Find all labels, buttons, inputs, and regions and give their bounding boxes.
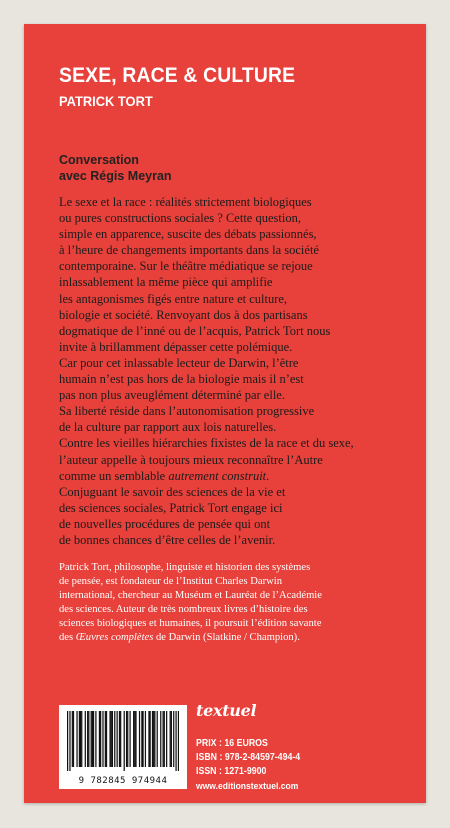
blurb-line: l’auteur appelle à toujours mieux reconnaître l’Autre <box>59 452 323 467</box>
price-isbn-block <box>196 737 300 779</box>
barcode-bar <box>91 711 92 767</box>
book-author: PATRICK TORT <box>59 93 153 109</box>
bio-text: des <box>59 631 76 643</box>
barcode-bar <box>178 711 179 771</box>
blurb-line: de la culture par rapport aux lois naturelles. <box>59 420 277 435</box>
barcode-bar <box>114 711 115 767</box>
barcode-bar <box>117 711 118 767</box>
book-title: SEXE, RACE & CULTURE <box>59 64 296 87</box>
barcode-bar <box>112 711 113 767</box>
barcode-bar <box>120 711 121 767</box>
bio-line: international, chercheur au Muséum et Lauréat de l’Académie <box>59 589 322 601</box>
blurb-emphasis: autrement construit <box>168 468 267 483</box>
barcode-bar <box>141 711 142 767</box>
issn: ISSN : 1271-9900 <box>196 766 267 777</box>
blurb-line: des sciences sociales, Patrick Tort engage ici <box>59 500 283 515</box>
subtitle-line: Conversation <box>59 153 139 167</box>
barcode-bar <box>76 711 77 767</box>
barcode-bar <box>87 711 88 767</box>
barcode-bar <box>67 711 68 771</box>
back-cover <box>24 24 426 803</box>
barcode-bar <box>106 711 107 767</box>
barcode-bar <box>133 711 134 767</box>
barcode-bar <box>164 711 165 767</box>
blurb-line: à l’heure de changements importants dans la société <box>59 243 319 258</box>
subtitle-line: avec Régis Meyran <box>59 169 172 183</box>
blurb-line: ou pures constructions sociales ? Cette question, <box>59 211 301 226</box>
barcode-bar <box>72 711 73 767</box>
blurb-line: inlassablement la même pièce qui amplifie <box>59 275 273 290</box>
barcode-bar <box>160 711 161 767</box>
barcode-bar <box>79 711 80 767</box>
bio-line: sciences biologiques et humaines, il poursuit l’édition savante <box>59 617 322 629</box>
barcode-bar <box>145 711 146 767</box>
blurb-line-with-emphasis <box>59 468 404 484</box>
blurb-line: les antagonismes figés entre nature et culture, <box>59 291 288 306</box>
barcode-bar <box>69 711 70 771</box>
bio-emphasis: Œuvres complètes <box>75 631 154 643</box>
publisher-website[interactable]: www.editionstextuel.com <box>196 781 299 792</box>
bio-line-with-emphasis <box>59 631 409 645</box>
barcode-bar <box>109 711 110 767</box>
barcode-bar <box>150 711 151 767</box>
barcode-bar <box>157 711 158 767</box>
barcode-bar <box>93 711 94 767</box>
blurb-line: pas non plus aveuglément déterminé par elle. <box>59 388 285 403</box>
barcode-bar <box>134 711 135 767</box>
blurb-line: Le sexe et la race : réalités strictement biologiques <box>59 195 312 209</box>
barcode-bar <box>171 711 172 767</box>
barcode-bar <box>92 711 93 767</box>
barcode-bar <box>173 711 174 767</box>
barcode-bar <box>166 711 167 767</box>
barcode-bar <box>153 711 154 767</box>
barcode-bar <box>142 711 143 767</box>
blurb-line: Car pour cet inlassable lecteur de Darwin, l’être <box>59 355 299 370</box>
barcode-bar <box>162 711 163 767</box>
barcode-bar <box>102 711 103 767</box>
blurb-line: Conjuguant le savoir des sciences de la vie et <box>59 484 286 499</box>
blurb-line: de bonnes chances d’être celles de l’avenir. <box>59 532 276 547</box>
barcode-bar <box>95 711 96 767</box>
blurb-text: . <box>266 468 270 483</box>
bio-text: de Darwin (Slatkine / Champion). <box>153 631 300 643</box>
barcode-bar <box>170 711 171 767</box>
blurb-line: Sa liberté réside dans l’autonomisation progressive <box>59 404 315 419</box>
blurb-line: invite à brillamment dépasser cette polémique. <box>59 339 293 354</box>
conversation-subtitle <box>59 152 172 184</box>
barcode-bar <box>126 711 127 767</box>
barcode-bar <box>127 711 128 767</box>
barcode-bar <box>81 711 82 767</box>
blurb-paragraph <box>59 194 404 548</box>
barcode-bar <box>129 711 130 767</box>
blurb-line: de nouvelles procédures de pensée qui ont <box>59 516 271 531</box>
blurb-line: dogmatique de l’inné ou de l’acquis, Patrick Tort nous <box>59 323 331 338</box>
bio-line: Patrick Tort, philosophe, linguiste et historien des systèmes <box>59 562 311 573</box>
barcode-bar <box>105 711 106 767</box>
barcode-bar <box>154 711 155 767</box>
barcode-bar <box>152 711 153 767</box>
barcode-bar <box>135 711 136 767</box>
barcode-bar <box>111 711 112 767</box>
barcode-bar <box>119 711 120 767</box>
blurb-line: simple en apparence, suscite des débats passionnés, <box>59 227 317 242</box>
barcode-bar <box>175 711 176 771</box>
barcode-bar <box>148 711 149 767</box>
bio-line: des sciences. Auteur de très nombreux livres d’histoire des <box>59 603 308 615</box>
blurb-line: humain n’est pas hors de la biologie mais il n’est <box>59 372 304 387</box>
barcode <box>59 705 187 789</box>
barcode-bar <box>124 711 125 771</box>
barcode-bar <box>139 711 140 767</box>
ean13-barcode-icon <box>67 711 179 771</box>
barcode-bar <box>85 711 86 767</box>
barcode-bar <box>100 711 101 767</box>
blurb-text: comme un semblable <box>59 468 169 483</box>
isbn: ISBN : 978-2-84597-494-4 <box>196 752 301 763</box>
blurb-line: Contre les vieilles hiérarchies fixistes de la race et du sexe, <box>59 436 354 451</box>
author-bio <box>59 561 409 644</box>
barcode-bar <box>73 711 74 767</box>
blurb-line: contemporaine. Sur le théâtre médiatique se rejoue <box>59 259 313 274</box>
barcode-bar <box>88 711 89 767</box>
barcode-digits: 9 782845 974944 <box>78 776 168 786</box>
price: PRIX : 16 EUROS <box>196 738 268 749</box>
blurb-line: biologie et société. Renvoyant dos à dos partisans <box>59 307 308 322</box>
barcode-bar <box>99 711 100 767</box>
bio-line: de pensée, est fondateur de l’Institut Charles Darwin <box>59 575 282 587</box>
barcode-bar <box>80 711 81 767</box>
publisher-logo: textuel <box>196 701 257 720</box>
